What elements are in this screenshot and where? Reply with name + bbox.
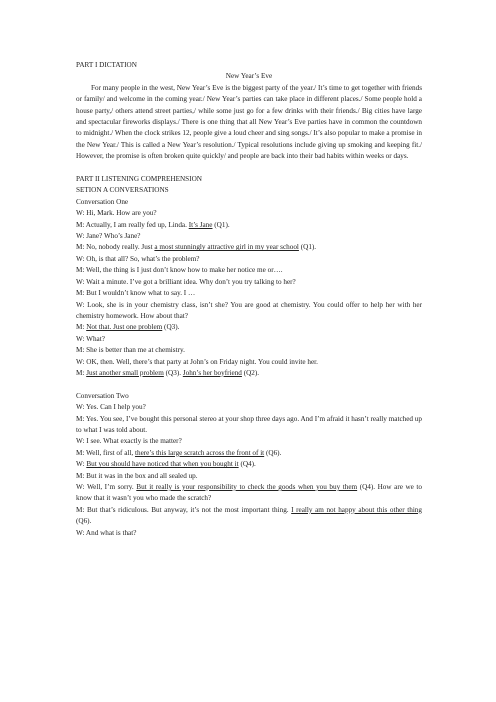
line-text: W: Well, I’m sorry.: [76, 483, 137, 491]
line-text: (Q1).: [212, 220, 230, 229]
part1-heading: PART I DICTATION: [76, 61, 137, 69]
line-text: M: Well, first of all,: [76, 448, 135, 457]
underlined-answer: I really am not happy about this other thing: [291, 505, 422, 514]
dialogue-line: W: Jane? Who’s Jane?: [76, 232, 141, 241]
dialogue-line: M: But I wouldn’t know what to say. I …: [76, 289, 196, 298]
underlined-answer: Not that. Just one problem: [86, 323, 163, 332]
dialogue-line: [76, 459, 422, 470]
part2-heading: PART II LISTENING COMPREHENSION: [76, 175, 202, 184]
dialogue-line: W: I see. What exactly is the matter?: [76, 437, 182, 446]
line-text: (Q3).: [162, 323, 180, 332]
dialogue-line: M: But it was in the box and all sealed up.: [76, 471, 198, 480]
dialogue-line: W: Yes. Can I help you?: [76, 403, 146, 412]
line-text: (Q6).: [76, 517, 92, 526]
line-text: M: No, nobody really. Just: [76, 243, 155, 252]
conversation2-title: Conversation Two: [76, 391, 129, 400]
dialogue-line: M: Yes. You see, I’ve bought this personal stereo at your shop three days ago. And I’m afraid it hasn’t really matched up to what I was told about.: [76, 414, 422, 434]
line-text: M:: [76, 323, 87, 332]
line-text: M:: [76, 368, 87, 377]
section-heading: SETION A CONVERSATIONS: [76, 186, 169, 195]
underlined-answer: there’s this large scratch across the front of it: [134, 448, 265, 457]
line-text: (Q4).: [238, 460, 256, 469]
underlined-answer: But it really is your responsibility to check the goods when you buy them: [136, 483, 358, 491]
underlined-answer: But you should have noticed that when you bought it: [86, 460, 239, 469]
dialogue-line: W: OK, then. Well, there’s that party at John’s on Friday night. You could invite her.: [76, 357, 318, 366]
underlined-answer: It’s Jane: [188, 220, 213, 229]
dialogue-line: [76, 448, 422, 459]
line-text: W:: [76, 460, 87, 469]
dialogue-line: [76, 505, 422, 528]
underlined-answer: a most stunningly attractive girl in my year school: [154, 243, 299, 252]
line-text: (Q4). How are we to know that it wasn’t you who made the scratch?: [76, 483, 422, 503]
dialogue-line: [76, 368, 422, 379]
dialogue-line: [76, 220, 422, 231]
line-text: (Q6).: [264, 448, 282, 457]
document-page: [76, 60, 422, 539]
line-text: M: But that’s ridiculous. But anyway, it’s not the most important thing.: [76, 505, 292, 514]
dialogue-line: W: Oh, is that all? So, what’s the problem?: [76, 254, 200, 263]
dialogue-line: [76, 242, 422, 253]
dialogue-line: M: Well, the thing is I just don’t know how to make her notice me or….: [76, 266, 283, 275]
dialogue-line: M: She is better than me at chemistry.: [76, 346, 185, 355]
underlined-answer: John’s her boyfriend: [182, 368, 242, 377]
dialogue-line: [76, 482, 422, 505]
dialogue-line: W: And what is that?: [76, 528, 137, 537]
dialogue-line: W: Hi, Mark. How are you?: [76, 209, 157, 218]
line-text: (Q1).: [298, 243, 317, 252]
conversation1-title: Conversation One: [76, 197, 129, 206]
passage-title: New Year’s Eve: [225, 72, 273, 81]
dialogue-line: W: Look, she is in your chemistry class, isn’t she? You are good at chemistry. You could offer to help her with her chemistry homework. How about that?: [76, 300, 422, 320]
dictation-paragraph: For many people in the west, New Year’s Eve is the biggest party of the year./ It’s time to get together with friends or family/ and welcome in the coming year./ New Year’s parties can take place in different places./ Some people hold a house party,/ others attend street parties,/ while some just go for a few drinks with their friends./ Big cities have large and spectacular fireworks displays./ There is one thing that all New Year’s Eve parties have in common the countdown to midnight./ When the clock strikes 12, people give a loud cheer and sing songs./ It’s also popular to make a promise in the New Year./ This is called a New Year’s resolution./ Typical resolutions include giving up smoking and keeping fit./ However, the promise is often broken quite quickly/ and people are back into their bad habits within weeks or days.: [76, 83, 422, 161]
underlined-answer: Just another small problem: [86, 368, 164, 377]
line-text: (Q2).: [241, 368, 260, 377]
line-text: M: Actually, I am really fed up, Linda.: [76, 220, 189, 229]
dialogue-line: W: What?: [76, 334, 105, 343]
dialogue-line: [76, 322, 422, 333]
line-text: (Q3).: [163, 368, 183, 377]
dialogue-line: W: Wait a minute. I’ve got a brilliant idea. Why don’t you try talking to her?: [76, 277, 296, 286]
